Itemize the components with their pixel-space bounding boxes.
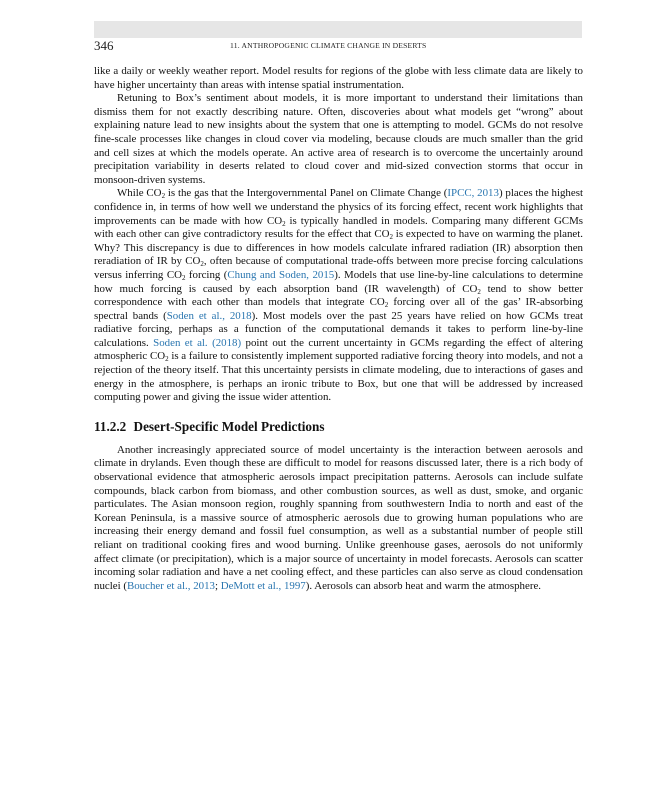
co2-formula: $CO_2$	[462, 282, 481, 296]
co2-formula: $CO_2$	[185, 255, 204, 269]
co2-formula: $CO_2$	[146, 187, 166, 201]
co2-formula: $CO_2$	[266, 214, 286, 228]
paragraph-4: Another increasingly appreciated source of model uncertainty is the interaction between aerosols and climate in drylands. Even though these are difficult to model for reasons discussed later, there is a rich body of observational evidence that atmospheric aerosols impact precipitation patterns. Aerosols can include sulfate compounds, black carbon from biomass, and other combustion sources, as well as dust, smoke, and organic particulates. The Asian monsoon region, roughly spanning from southwestern India to north and east of the Korean Peninsula, is a massive source of atmospheric aerosols due to growing human populations who are increasing their energy demand and fossil fuel consumption, as well as a substantial number of people still reliant on traditional cooking fires and wood burning. Unlike greenhouse gases, aerosols do not uniformly affect climate (or precipitation), which is a major source of uncertainty in model forecasts. Aerosols can scatter incoming solar radiation and have a net cooling effect, and these particles can also serve as cloud condensation nuclei (Boucher et al., 2013; DeMott et al., 1997). Aerosols can absorb heat and warm the atmosphere.	[94, 443, 583, 592]
citation-link[interactable]: Soden et al., 2018	[166, 309, 252, 322]
paragraph-3: While $CO_2$ is the gas that the Intergovernmental Panel on Climate Change (IPCC, 2013) places the highest confidence in, in terms of how well we understand the physics of its forcing effect, recent work highlights that improvements can be made with how $CO_2$ is typically handled in models. Comparing many different GCMs with each other can give contradictory results for the effect that $CO_2$ is expected to have on warming the planet. Why? This discrepancy is due to differences in how models calculate infrared radiation (IR) absorption then reradiation of IR by $CO_2$, often because of computational trade-offs between more precise forcing calculations versus inferring $CO_2$ forcing (Chung and Soden, 2015). Models that use line-by-line calculations to determine how much forcing is caused by each absorption band (IR wavelength) of $CO_2$ tend to show better correspondence with each other than models that integrate $CO_2$ forcing over all of the gas’ IR-absorbing spectral bands (Soden et al., 2018). Most models over the past 25 years have relied on how GCMs treat radiative forcing, perhaps as a function of the computational demands it takes to perform line-by-line calculations. Soden et al. (2018) point out the current uncertainty in GCMs regarding the effect of altering atmospheric $CO_2$ is a failure to consistently implement supported radiative forcing theory into models, and not a rejection of the theory itself. That this uncertainty persists in climate modeling, due to interactions of gases and energy in the atmosphere, is perhaps an ironic tribute to Box, but one that will be addressed by increased computing power and giving the issue wider attention.	[94, 187, 584, 404]
section-heading	[94, 419, 583, 435]
running-title: 11. ANTHROPOGENIC CLIMATE CHANGE IN DESERTS	[230, 41, 427, 50]
citation-link[interactable]: DeMott et al., 1997	[220, 579, 306, 592]
header-bar	[94, 21, 582, 38]
co2-formula: $CO_2$	[374, 228, 393, 242]
citation-link[interactable]: IPCC, 2013	[447, 187, 499, 200]
citation-link[interactable]: Boucher et al., 2013	[126, 579, 215, 592]
citation-link[interactable]: Soden et al. (2018)	[153, 336, 242, 349]
paragraph-2: Retuning to Box’s sentiment about models, it is more important to understand their limitations than dismiss them for not exactly describing nature. Often, discoveries about what models get “wrong” about explaining nature lead to new insights about the system that one is attempting to model. GCMs do not resolve fine-scale processes like changes in cloud cover via modeling, because clouds are much smaller than the grid and cell sizes at which the models operate. An active area of research is to overcome the uncertainly around precipitation variability in deserts related to cloud cover and mid-sized convection storms that occur in monsoon-driven systems.	[94, 92, 583, 186]
page-body	[94, 65, 583, 593]
section-title: Desert-Specific Model Predictions	[133, 418, 325, 434]
co2-formula: $CO_2$	[369, 296, 389, 310]
co2-formula: $CO_2$	[149, 350, 169, 364]
page-number: 346	[94, 38, 114, 53]
paragraph-1: like a daily or weekly weather report. Model results for regions of the globe with less climate data are likely to have higher uncertainty than areas with intense spatial instrumentation.	[94, 65, 583, 91]
page-header	[94, 39, 582, 53]
co2-formula: $CO_2$	[166, 268, 186, 282]
section-number: 11.2.2	[94, 418, 127, 434]
citation-link[interactable]: Chung and Soden, 2015	[227, 268, 335, 281]
